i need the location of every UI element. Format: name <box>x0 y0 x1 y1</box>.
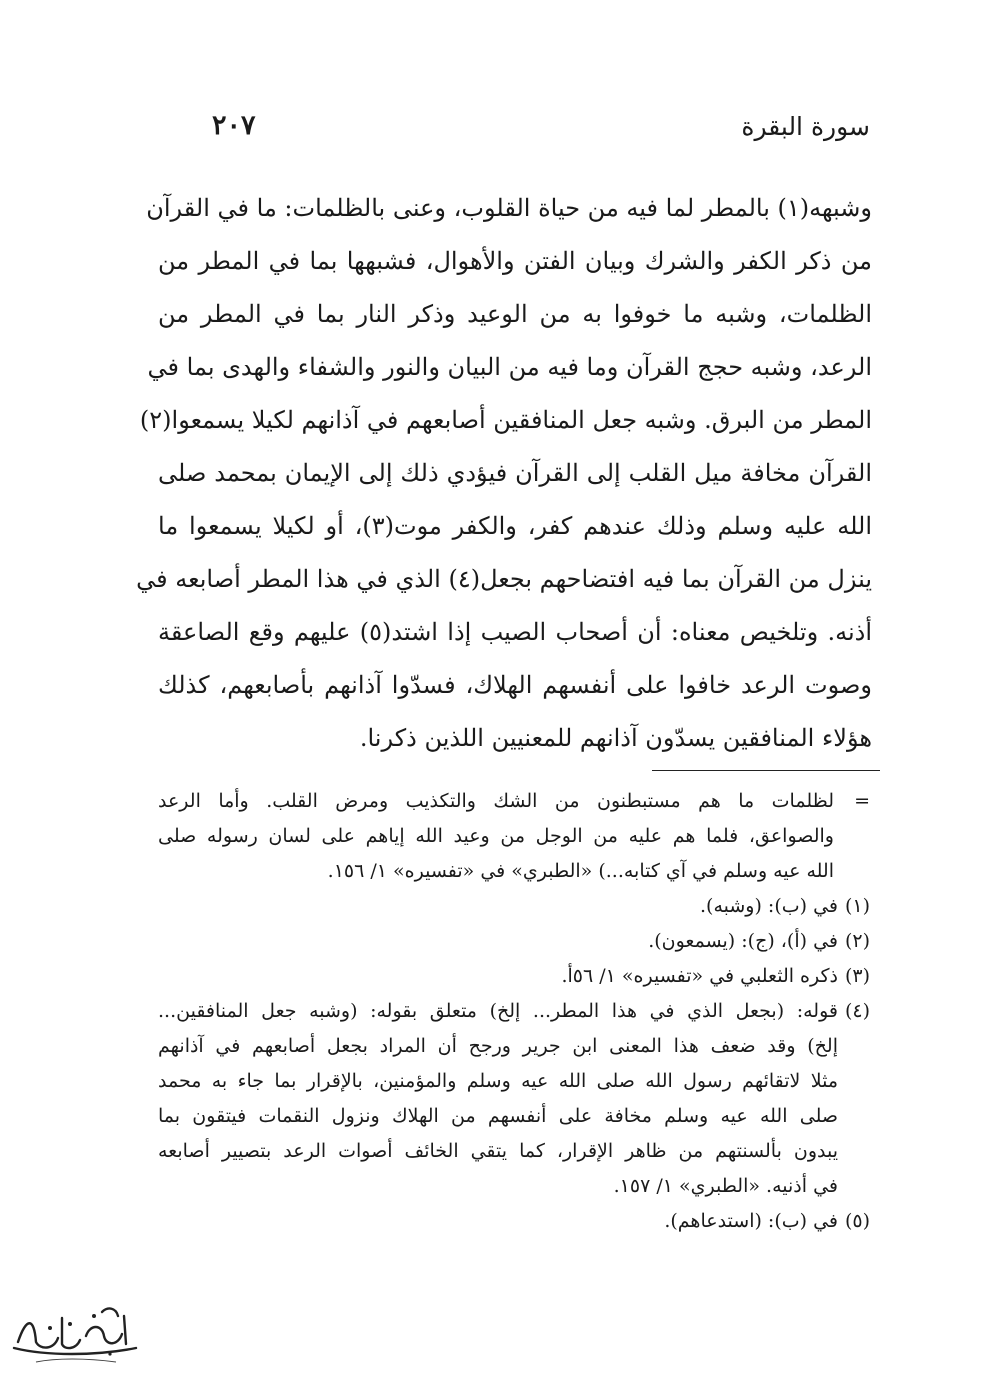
footnote-separator <box>652 770 880 771</box>
footnote-mark: (١) <box>844 895 870 917</box>
text-line: هؤلاء المنافقين يسدّون آذانهم للمعنيين اللذين ذكرنا. <box>359 724 872 752</box>
text-line: الرعد، وشبه حجج القرآن وما فيه من البيان والنور والشفاء والهدى بما في <box>147 353 872 381</box>
text-line: الله عليه وسلم وذلك عندهم كفر، والكفر موت(٣)، أو لكيلا يسمعوا ما <box>158 512 872 540</box>
footnote-mark: (٢) <box>844 930 870 952</box>
footnote-line: في (ب): (استدعاهم). <box>664 1210 838 1232</box>
footnote-line: صلى الله عيه وسلم مخافة على أنفسهم من الهلاك ونزول النقمات فيتقون بما <box>158 1105 838 1127</box>
footnote-3 <box>158 959 870 994</box>
footnotes <box>158 784 870 1239</box>
footnote-line: يبدون بألسنتهم من ظاهر الإقرار، كما يتقي الخائف أصوات الرعد بتصيير أصابعه <box>158 1140 838 1162</box>
footnote-mark: (٣) <box>844 965 870 987</box>
publisher-logo <box>6 1298 146 1370</box>
text-line: من ذكر الكفر والشرك وبيان الفتن والأهوال، فشبهها بما في المطر من <box>158 247 872 275</box>
text-line: القرآن مخافة ميل القلب إلى القرآن فيؤدي ذلك إلى الإيمان بمحمد صلى <box>158 459 872 487</box>
footnote-line: والصواعق، فلما هم عليه من الوجل من وعيد الله إياهم على لسان رسوله صلى <box>158 825 834 847</box>
footnote-line: في (أ)، (ج): (يسمعون). <box>648 930 838 952</box>
footnote-line: الله عيه وسلم في آي كتابه...) «الطبري» في «تفسيره» ١/ ١٥٦. <box>327 860 834 882</box>
page-header <box>150 112 870 152</box>
footnote-line: في (ب): (وشبه). <box>700 895 838 917</box>
text-line: الظلمات، وشبه ما خوفوا به من الوعيد وذكر النار بما في المطر من <box>158 300 872 328</box>
footnote-mark: (٤) <box>844 1000 870 1022</box>
text-line: وشبهه(١) بالمطر لما فيه من حياة القلوب، وعنى بالظلمات: ما في القرآن <box>146 194 872 222</box>
page-number: ٢٠٧ <box>212 110 256 141</box>
surah-title: سورة البقرة <box>741 112 870 141</box>
footnote-mark: (٥) <box>844 1210 870 1232</box>
footnote-line: ذكره الثعلبي في «تفسيره» ١/ ٥٦أ. <box>561 965 838 987</box>
footnote-2 <box>158 924 870 959</box>
footnote-line: إلخ) وقد ضعف هذا المعنى ابن جرير ورجح أن المراد بجعل أصابعهم في آذانهم <box>158 1035 838 1057</box>
text-line: ينزل من القرآن بما فيه افتضاحهم بجعل(٤) الذي في هذا المطر أصابعه في <box>136 565 872 593</box>
footnote-1 <box>158 889 870 924</box>
footnote-line: لظلمات ما هم مستبطنون من الشك والتكذيب ومرض القلب. وأما الرعد <box>158 790 834 812</box>
footnote-5 <box>158 1204 870 1239</box>
footnote-continuation <box>158 784 870 889</box>
text-line: المطر من البرق. وشبه جعل المنافقين أصابعهم في آذانهم لكيلا يسمعوا(٢) <box>139 406 872 434</box>
text-line: وصوت الرعد خافوا على أنفسهم الهلاك، فسدّوا آذانهم بأصابعهم، كذلك <box>158 671 872 699</box>
text-line: أذنه. وتلخيص معناه: أن أصحاب الصيب إذا اشتد(٥) عليهم وقع الصاعقة <box>158 618 872 646</box>
footnote-line: قوله: (بجعل الذي في هذا المطر... إلخ) متعلق بقوله: (وشبه جعل المنافقين... <box>158 1000 838 1022</box>
footnote-mark: = <box>854 790 870 812</box>
footnote-line: مثلا لاتقائهم رسول الله صلى الله عيه وسلم والمؤمنين، بالإقرار بما جاء به محمد <box>158 1070 838 1092</box>
footnote-4 <box>158 994 870 1204</box>
footnote-line: في أذنيه. «الطبري» ١/ ١٥٧. <box>613 1175 838 1197</box>
main-text <box>136 182 872 765</box>
